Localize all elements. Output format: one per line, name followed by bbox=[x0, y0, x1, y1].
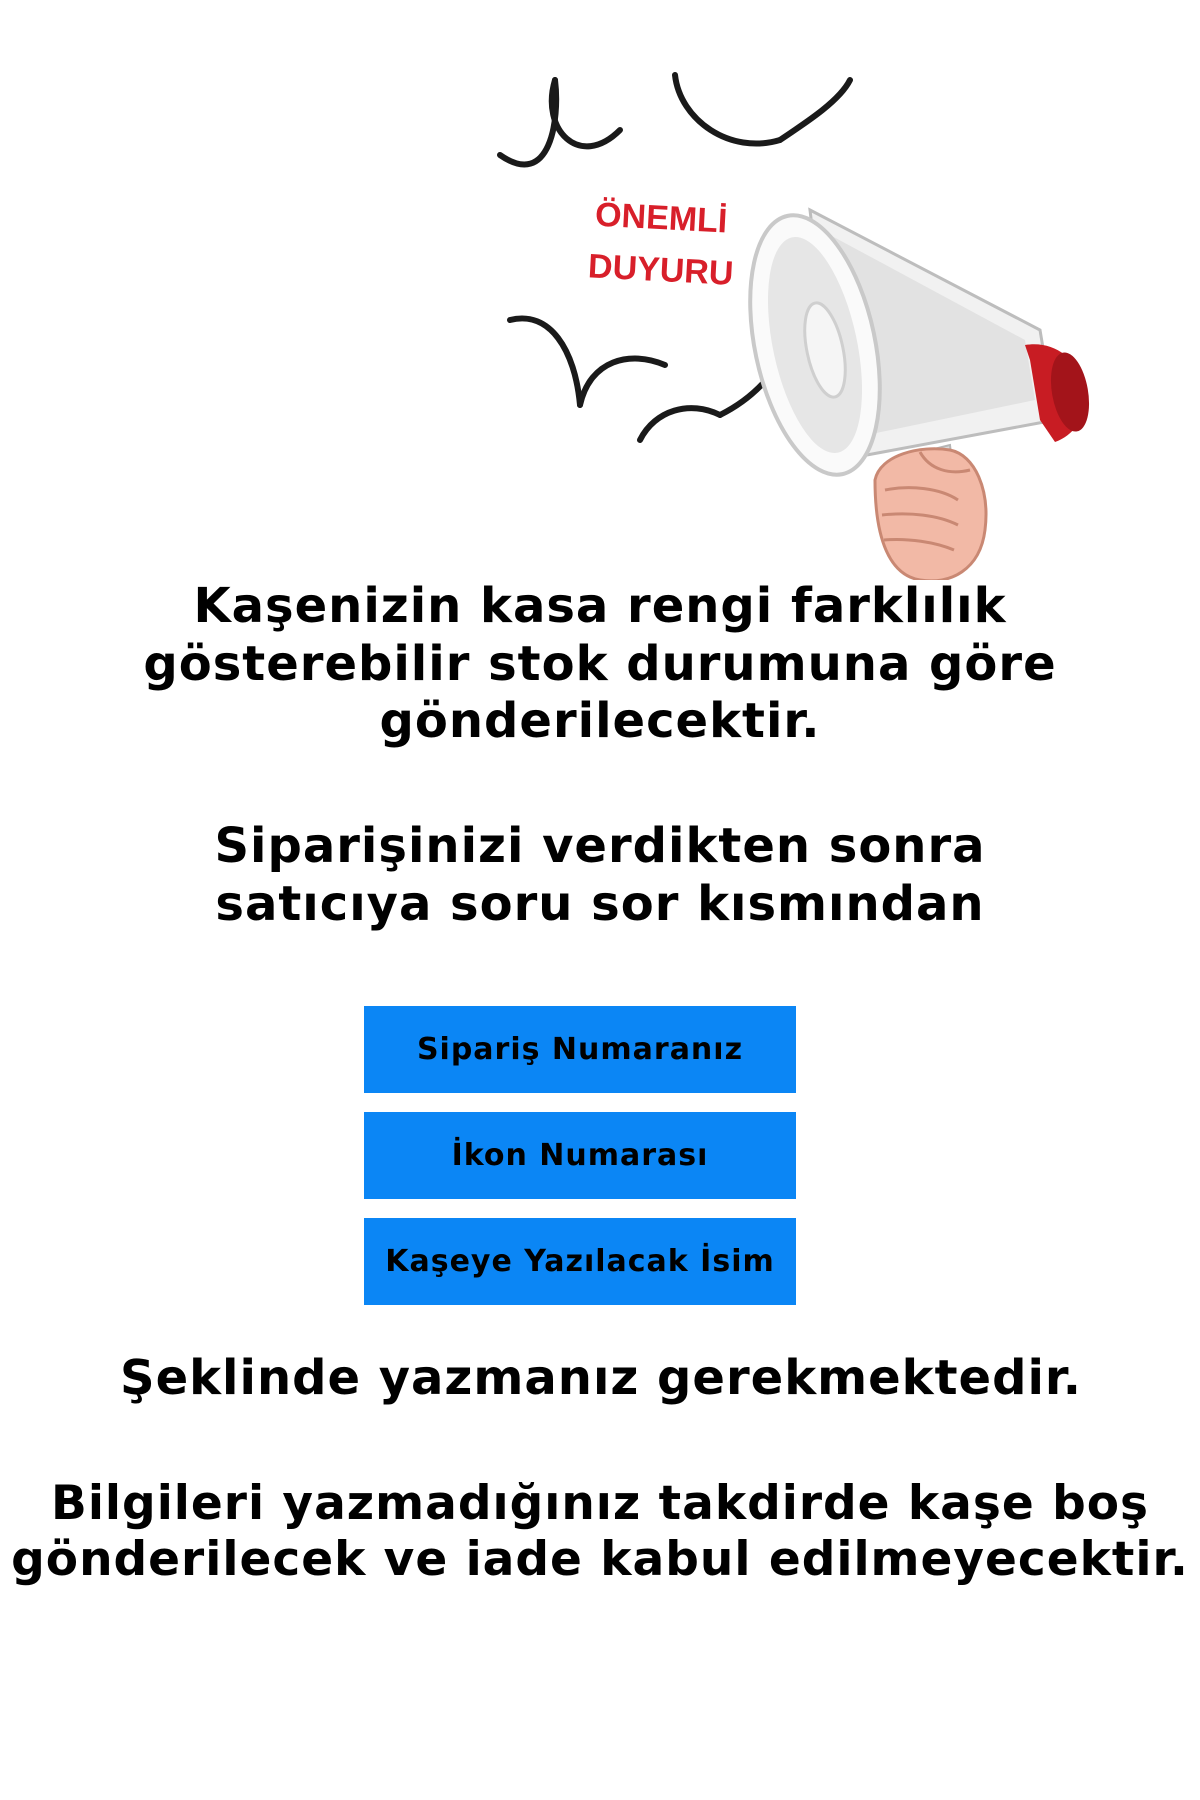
notice-line: Kaşenizin kasa rengi farklılık bbox=[193, 578, 1007, 634]
field-icon-number: İkon Numarası bbox=[364, 1112, 796, 1199]
notice-line: gönderilecektir. bbox=[379, 693, 821, 750]
notice-line: Şeklinde yazmanız gerekmektedir. bbox=[120, 1350, 1082, 1406]
notice-line: Siparişinizi verdikten sonra bbox=[214, 818, 986, 874]
announcement-graphic bbox=[480, 60, 1120, 580]
notice-paragraph-2 bbox=[0, 818, 1200, 933]
notice-paragraph-3 bbox=[120, 1350, 1082, 1408]
field-order-number: Sipariş Numaranız bbox=[364, 1006, 796, 1093]
notice-line: gösterebilir stok durumuna göre bbox=[143, 635, 1057, 692]
notice-paragraph-4 bbox=[0, 1476, 1200, 1589]
notice-line: gönderilecek ve iade kabul edilmeyecektir. bbox=[11, 1532, 1189, 1588]
required-fields-list bbox=[364, 1006, 796, 1324]
notice-line: satıcıya soru sor kısmından bbox=[215, 875, 985, 932]
megaphone-icon bbox=[729, 203, 1095, 580]
field-stamp-name: Kaşeye Yazılacak İsim bbox=[364, 1218, 796, 1305]
notice-paragraph-1 bbox=[0, 578, 1200, 751]
banner-line-1: ÖNEMLİ bbox=[594, 195, 729, 241]
notice-line: Bilgileri yazmadığınız takdirde kaşe boş bbox=[51, 1476, 1149, 1531]
banner-line-2: DUYURU bbox=[587, 247, 735, 293]
